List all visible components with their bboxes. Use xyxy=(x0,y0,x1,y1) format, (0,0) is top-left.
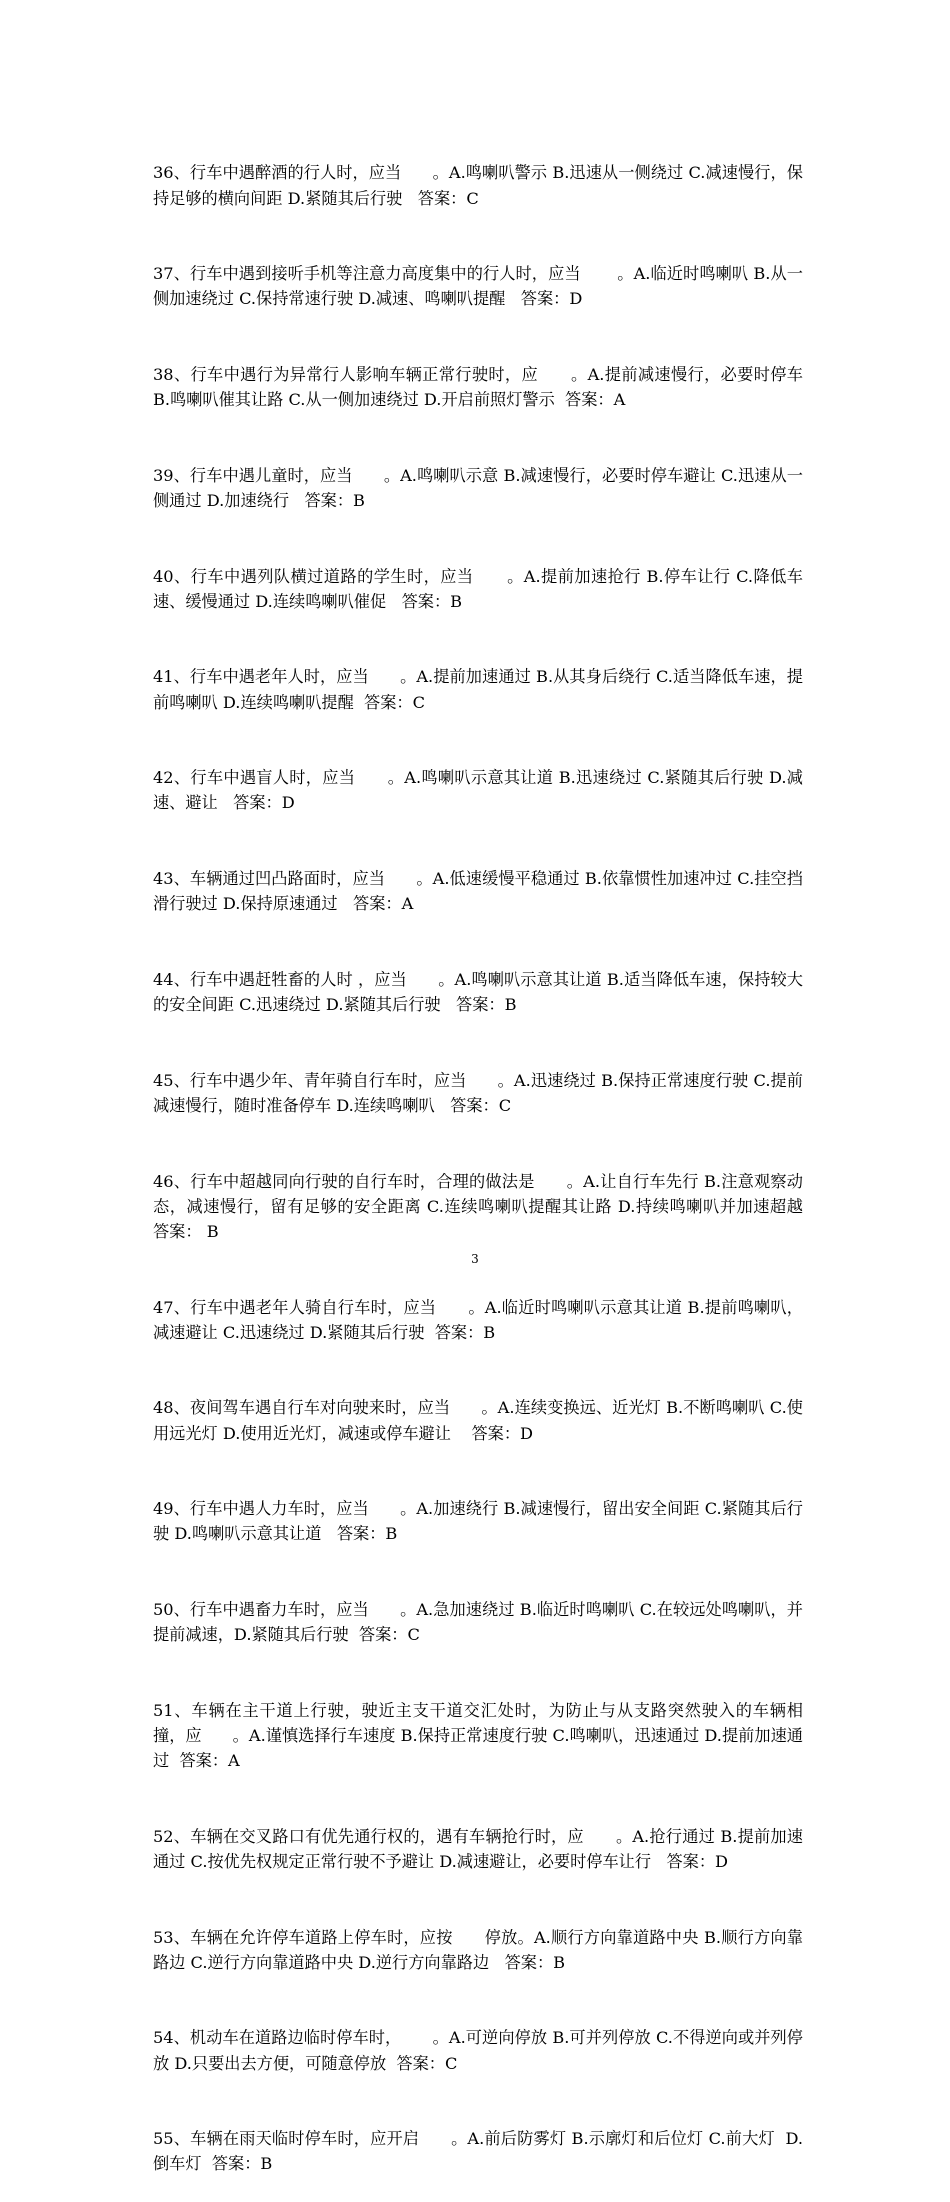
question-44: 44、行车中遇赶牲畜的人时 ，应当 。A.鸣喇叭示意其让道 B.适当降低车速，保持较大的安全间距 C.迅速绕过 D.紧随其后行驶 答案：B xyxy=(153,969,803,1015)
page-number: 3 xyxy=(471,1252,479,1266)
question-42: 42、行车中遇盲人时，应当 。A.鸣喇叭示意其让道 B.迅速绕过 C.紧随其后行驶 D.减速、避让 答案：D xyxy=(153,768,803,813)
question-51: 51、车辆在主干道上行驶，驶近主支干道交汇处时，为防止与从支路突然驶入的车辆相撞，应 。A.谨慎选择行车速度 B.保持正常速度行驶 C.鸣喇叭，迅速通过 D.提前加速通过 答案：A xyxy=(153,1700,803,1771)
question-45: 45、行车中遇少年、青年骑自行车时，应当 。A.迅速绕过 B.保持正常速度行驶 C.提前减速慢行，随时准备停车 D.连续鸣喇叭 答案：C xyxy=(153,1070,803,1115)
question-36: 36、行车中遇醉酒的行人时，应当 。A.鸣喇叭警示 B.迅速从一侧绕过 C.减速慢行，保持足够的横向间距 D.紧随其后行驶 答案：C xyxy=(153,163,803,208)
question-54: 54、机动车在道路边临时停车时， 。A.可逆向停放 B.可并列停放 C.不得逆向或并列停放 D.只要出去方便，可随意停放 答案：C xyxy=(153,2028,803,2073)
question-38: 38、行车中遇行为异常行人影响车辆正常行驶时，应 。A.提前减速慢行，必要时停车 B.鸣喇叭催其让路 C.从一侧加速绕过 D.开启前照灯警示 答案：A xyxy=(153,365,809,410)
question-53: 53、车辆在允许停车道路上停车时，应按 停放。A.顺行方向靠道路中央 B.顺行方向靠路边 C.逆行方向靠道路中央 D.逆行方向靠路边 答案：B xyxy=(153,1927,803,1972)
question-list xyxy=(153,110,819,2202)
question-52: 52、车辆在交叉路口有优先通行权的，遇有车辆抢行时，应 。A.抢行通过 B.提前加速通过 C.按优先权规定正常行驶不予避让 D.减速避让，必要时停车让行 答案：D xyxy=(153,1826,803,1872)
question-37: 37、行车中遇到接听手机等注意力高度集中的行人时，应当 。A.临近时鸣喇叭 B.从一侧加速绕过 C.保持常速行驶 D.减速、鸣喇叭提醒 答案：D xyxy=(153,264,803,309)
question-46: 46、行车中超越同向行驶的自行车时，合理的做法是 。A.让自行车先行 B.注意观察动态，减速慢行，留有足够的安全距离 C.连续鸣喇叭提醒其让路 D.持续鸣喇叭并加速超越 答案： B xyxy=(153,1171,819,1241)
question-49: 49、行车中遇人力车时，应当 。A.加速绕行 B.减速慢行，留出安全间距 C.紧随其后行驶 D.鸣喇叭示意其让道 答案：B xyxy=(153,1499,803,1544)
question-47: 47、行车中遇老年人骑自行车时，应当 。A.临近时鸣喇叭示意其让道 B.提前鸣喇叭，减速避让 C.迅速绕过 D.紧随其后行驶 答案：B xyxy=(153,1297,803,1342)
question-50: 50、行车中遇畜力车时，应当 。A.急加速绕过 B.临近时鸣喇叭 C.在较远处鸣喇叭，并提前减速，D.紧随其后行驶 答案：C xyxy=(153,1599,803,1645)
question-39: 39、行车中遇儿童时，应当 。A.鸣喇叭示意 B.减速慢行，必要时停车避让 C.迅速从一侧通过 D.加速绕行 答案：B xyxy=(153,465,803,511)
question-55: 55、车辆在雨天临时停车时，应开启 。A.前后防雾灯 B.示廓灯和后位灯 C.前大灯 D.倒车灯 答案：B xyxy=(153,2129,803,2174)
question-43: 43、车辆通过凹凸路面时，应当 。A.低速缓慢平稳通过 B.依靠惯性加速冲过 C.挂空挡滑行驶过 D.保持原速通过 答案：A xyxy=(153,869,803,914)
question-40: 40、行车中遇列队横过道路的学生时，应当 。A.提前加速抢行 B.停车让行 C.降低车速、缓慢通过 D.连续鸣喇叭催促 答案：B xyxy=(153,566,803,611)
question-48: 48、夜间驾车遇自行车对向驶来时，应当 。A.连续变换远、近光灯 B.不断鸣喇叭 C.使用远光灯 D.使用近光灯，减速或停车避让 答案：D xyxy=(153,1398,803,1443)
question-41: 41、行车中遇老年人时，应当 。A.提前加速通过 B.从其身后绕行 C.适当降低车速，提前鸣喇叭 D.连续鸣喇叭提醒 答案：C xyxy=(153,667,803,712)
